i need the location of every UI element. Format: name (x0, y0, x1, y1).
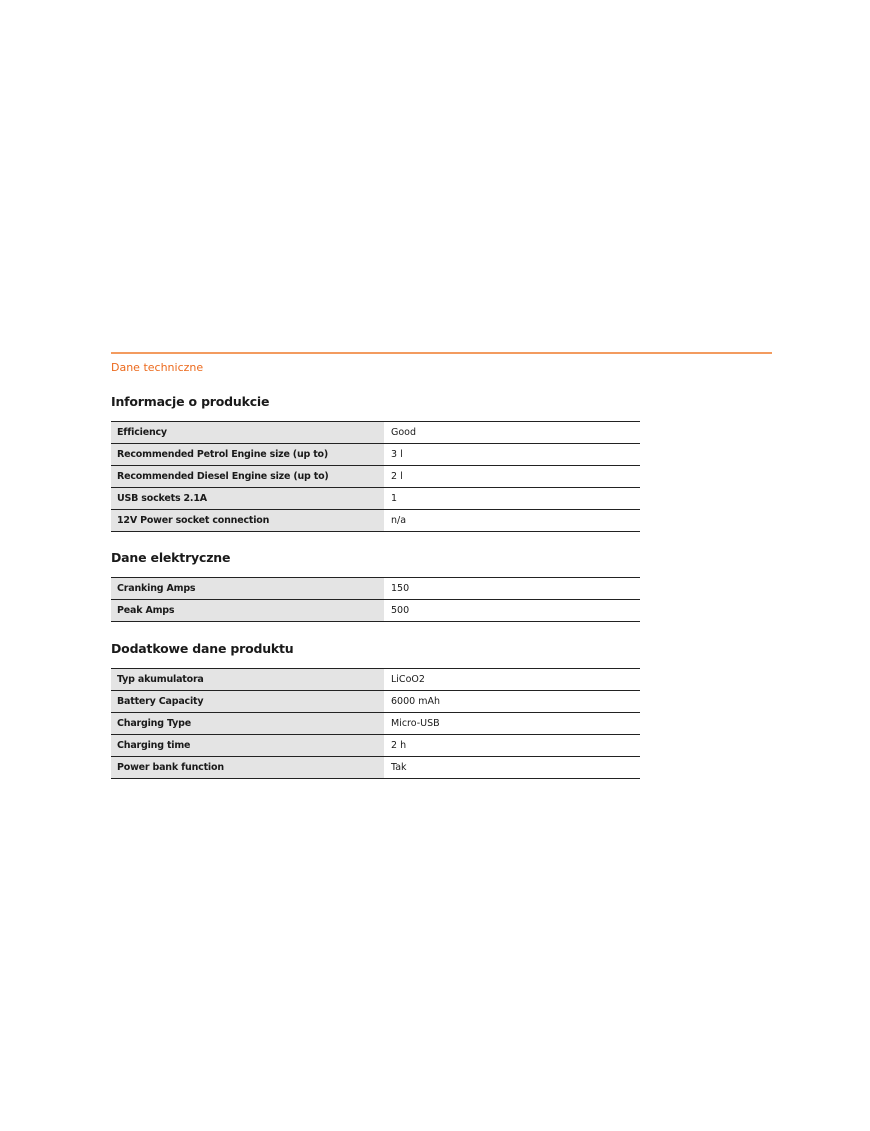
spec-value: LiCoO2 (384, 669, 640, 691)
spec-value: 3 l (384, 444, 640, 466)
table-row (111, 488, 640, 510)
table-row (111, 510, 640, 532)
table-row (111, 735, 640, 757)
group-heading-product-info: Informacje o produkcie (111, 394, 270, 409)
spec-label: Power bank function (111, 757, 384, 779)
table-row (111, 691, 640, 713)
section-title: Dane techniczne (111, 361, 204, 374)
spec-label: Battery Capacity (111, 691, 384, 713)
table-row (111, 669, 640, 691)
spec-value: 1 (384, 488, 640, 510)
spec-table-product-info (111, 421, 640, 532)
spec-sheet (111, 352, 772, 779)
spec-value: Good (384, 422, 640, 444)
spec-value: 500 (384, 600, 640, 622)
spec-value: 6000 mAh (384, 691, 640, 713)
spec-value: Tak (384, 757, 640, 779)
spec-table-additional (111, 668, 640, 779)
spec-label: Charging Type (111, 713, 384, 735)
spec-label: Typ akumulatora (111, 669, 384, 691)
spec-value: 150 (384, 578, 640, 600)
table-row (111, 757, 640, 779)
spec-value: 2 l (384, 466, 640, 488)
spec-value: Micro-USB (384, 713, 640, 735)
table-row (111, 422, 640, 444)
spec-label: USB sockets 2.1A (111, 488, 384, 510)
table-row (111, 578, 640, 600)
table-row (111, 713, 640, 735)
spec-label: Charging time (111, 735, 384, 757)
section-divider (111, 352, 772, 354)
table-row (111, 600, 640, 622)
spec-value: 2 h (384, 735, 640, 757)
spec-label: Recommended Petrol Engine size (up to) (111, 444, 384, 466)
table-row (111, 444, 640, 466)
group-heading-additional: Dodatkowe dane produktu (111, 641, 294, 656)
spec-label: Peak Amps (111, 600, 384, 622)
spec-label: 12V Power socket connection (111, 510, 384, 532)
spec-label: Cranking Amps (111, 578, 384, 600)
spec-table-electrical (111, 577, 640, 622)
spec-label: Recommended Diesel Engine size (up to) (111, 466, 384, 488)
group-heading-electrical: Dane elektryczne (111, 550, 231, 565)
spec-value: n/a (384, 510, 640, 532)
spec-label: Efficiency (111, 422, 384, 444)
table-row (111, 466, 640, 488)
